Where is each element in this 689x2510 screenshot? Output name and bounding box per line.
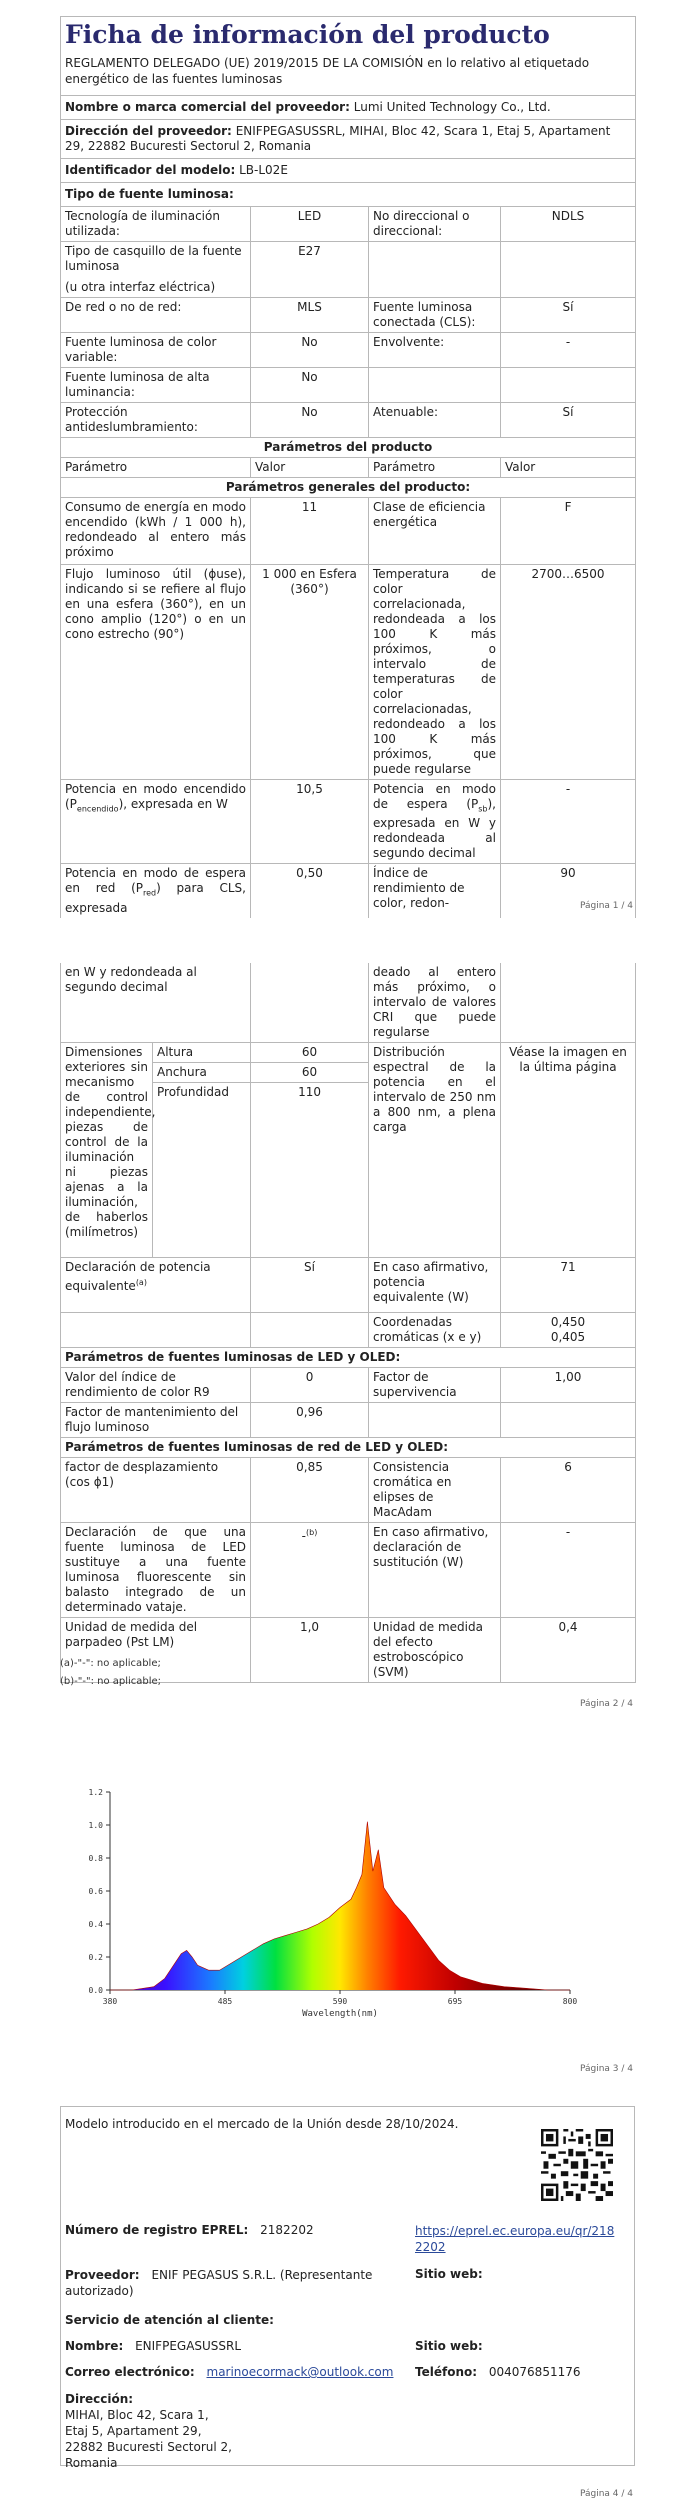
product-params-header: Parámetros del producto <box>61 438 636 458</box>
page-number: Página 3 / 4 <box>579 2064 633 2074</box>
equivalent-power-claim-label: Declaración de potencia equivalente$^{(a)}$ <box>61 1258 251 1313</box>
on-mode-power-label: Potencia en modo encendido $(P_{encendido})$, expresada en W <box>61 780 251 864</box>
provider-row <box>65 2267 405 2299</box>
replacement-claim-value: -$^{(b)}$ <box>251 1523 369 1618</box>
spectrum-area <box>110 1822 570 1990</box>
cs-phone-value: 004076851176 <box>488 2365 581 2379</box>
cs-email-link[interactable]: marinoecormack@outlook.com <box>206 2365 394 2379</box>
anti-glare-label: Protección antideslumbramiento: <box>61 403 251 438</box>
empty-cell <box>251 1313 369 1348</box>
market-text: Modelo introducido en el mercado de la Unión desde 28/10/2024. <box>65 2117 459 2131</box>
replacement-watt-value: - <box>501 1523 636 1618</box>
cs-name-row <box>65 2339 241 2353</box>
displacement-factor-label: factor de desplazamiento (cos ϕ1) <box>61 1458 251 1523</box>
cap-type-label-note: (u otra interfaz eléctrica) <box>65 280 216 294</box>
equivalent-power-value: 71 <box>501 1258 636 1313</box>
cs-phone-row <box>415 2365 581 2379</box>
col-header-value: Valor <box>251 458 369 478</box>
product-info-table-p2 <box>60 963 636 1683</box>
height-value: 60 <box>251 1043 369 1063</box>
empty-cell <box>501 242 636 298</box>
cs-website-label: Sitio web: <box>415 2339 483 2353</box>
cs-name-value: ENIFPEGASUSSRL <box>135 2339 242 2353</box>
empty-cell <box>501 963 636 1043</box>
cs-address-label: Dirección: <box>65 2392 134 2406</box>
model-id-label: Identificador del modelo: <box>65 163 236 177</box>
stroboscopic-label: Unidad de medida del efecto estroboscópico (SVM) <box>369 1618 501 1683</box>
cs-address-line: Romania <box>65 2456 118 2470</box>
r9-value: 0 <box>251 1368 369 1403</box>
replacement-watt-label: En caso afirmativo, declaración de sustitución (W) <box>369 1523 501 1618</box>
color-tunable-label: Fuente luminosa de color variable: <box>61 333 251 368</box>
equivalent-power-label: En caso afirmativo, potencia equivalente (W) <box>369 1258 501 1313</box>
y-tick-label: 0.4 <box>88 1920 103 1929</box>
page-title: Ficha de información del producto <box>65 20 550 49</box>
provider-label: Proveedor: <box>65 2268 140 2282</box>
empty-cell <box>369 368 501 403</box>
general-params-header: Parámetros generales del producto: <box>61 478 636 498</box>
chromaticity-value <box>501 1313 636 1348</box>
y-tick-label: 0.8 <box>88 1854 103 1863</box>
page-number: Página 2 / 4 <box>579 1699 633 1709</box>
colour-consistency-label: Consistencia cromática en elipses de MacAdam <box>369 1458 501 1523</box>
cs-address-line: 22882 Bucuresti Sectorul 2, <box>65 2440 232 2454</box>
mains-led-params-header: Parámetros de fuentes luminosas de red de LED y OLED: <box>61 1438 636 1458</box>
r9-label: Valor del índice de rendimiento de color R9 <box>61 1368 251 1403</box>
equivalent-power-claim-value: Sí <box>251 1258 369 1313</box>
x-tick-label: 800 <box>562 1997 578 2006</box>
spectral-chart-svg <box>70 1780 590 2020</box>
on-mode-power-value: 10,5 <box>251 780 369 864</box>
supplier-address-value: ENIFPEGASUSSRL, MIHAI, Bloc 42, Scara 1, Etaj 5, Apartament 29, 22882 Bucuresti Sectorul 2, Romania <box>65 124 611 153</box>
anti-glare-value: No <box>251 403 369 438</box>
cls-label: Fuente luminosa conectada (CLS): <box>369 298 501 333</box>
supplier-name-value: Lumi United Technology Co., Ltd. <box>353 100 551 114</box>
y-tick-label: 1.2 <box>88 1788 103 1797</box>
chromaticity-x: 0,450 <box>550 1315 586 1329</box>
eprel-row <box>65 2223 314 2237</box>
displacement-factor-value: 0,85 <box>251 1458 369 1523</box>
efficiency-class-value: F <box>501 498 636 565</box>
mains-value: MLS <box>251 298 369 333</box>
page-number: Página 4 / 4 <box>579 2489 633 2499</box>
x-tick-label: 695 <box>447 1997 463 2006</box>
spectral-distribution-value: Véase la imagen en la última página <box>501 1043 636 1258</box>
cct-value: 2700…6500 <box>501 565 636 780</box>
customer-service-header: Servicio de atención al cliente: <box>65 2313 274 2327</box>
led-params-header: Parámetros de fuentes luminosas de LED y OLED: <box>61 1348 636 1368</box>
replacement-claim-label: Declaración de que una fuente luminosa de LED sustituye a una fuente luminosa fluorescente sin balasto integrado de un determinado vataje. <box>61 1523 251 1618</box>
qr-code-icon[interactable] <box>541 2129 613 2201</box>
consumption-value: 11 <box>251 498 369 565</box>
tech-label: Tecnología de iluminación utilizada: <box>61 207 251 242</box>
model-id-value: LB-L02E <box>239 163 288 177</box>
eprel-link[interactable]: https://eprel.ec.europa.eu/qr/2182202 <box>415 2224 615 2254</box>
envelope-value: - <box>501 333 636 368</box>
standby-power-value: - <box>501 780 636 864</box>
chromaticity-label: Coordenadas cromáticas (x e y) <box>369 1313 501 1348</box>
y-tick-label: 0.0 <box>88 1986 103 1995</box>
empty-cell <box>61 1313 251 1348</box>
col-header-value: Valor <box>501 458 636 478</box>
spectral-chart <box>70 1780 590 2020</box>
consumption-label: Consumo de energía en modo encendido (kWh / 1 000 h), redondeado al entero más próximo <box>61 498 251 565</box>
networked-standby-label-cont: en W y redondeada al segundo decimal <box>61 963 251 1043</box>
directional-label: No direccional o direccional: <box>369 207 501 242</box>
survival-factor-value: 1,00 <box>501 1368 636 1403</box>
lumen-maintenance-label: Factor de mantenimiento del flujo luminoso <box>61 1403 251 1438</box>
width-label: Anchura <box>153 1063 251 1083</box>
cri-value: 90 <box>501 864 636 918</box>
chromaticity-y: 0,405 <box>550 1330 586 1344</box>
luminous-flux-label: Flujo luminoso útil (ϕuse), indicando si se refiere al flujo en una esfera (360°), en un cono amplio (120°) o en un cono estrecho (90°) <box>61 565 251 780</box>
cri-label-cont: deado al entero más próximo, o intervalo de valores CRI que puede regularse <box>369 963 501 1043</box>
high-luminance-value: No <box>251 368 369 403</box>
cct-label: Temperatura de color correlacionada, redondeada a los 100 K más próximos, o intervalo de temperaturas de color correlacionadas, redondeado a los 100 K más próximos, que puede regularse <box>369 565 501 780</box>
col-header-param: Parámetro <box>369 458 501 478</box>
cs-address-block <box>65 2391 232 2471</box>
survival-factor-label: Factor de supervivencia <box>369 1368 501 1403</box>
cap-type-value: E27 <box>251 242 369 298</box>
cs-address-line: MIHAI, Bloc 42, Scara 1, <box>65 2408 209 2422</box>
page-number: Página 1 / 4 <box>579 901 633 911</box>
cls-value: Sí <box>501 298 636 333</box>
networked-standby-value: 0,50 <box>251 864 369 918</box>
supplier-address-label: Dirección del proveedor: <box>65 124 232 138</box>
networked-standby-label: Potencia en modo de espera en red $(P_{red})$ para CLS, expresada <box>61 864 251 918</box>
x-tick-label: 485 <box>217 1997 233 2006</box>
y-tick-label: 1.0 <box>88 1821 103 1830</box>
x-tick-label: 380 <box>102 1997 118 2006</box>
col-header-param: Parámetro <box>61 458 251 478</box>
dimmable-label: Atenuable: <box>369 403 501 438</box>
dimensions-label: Dimensiones exteriores sin mecanismo de control independiente, piezas de control de la iluminación ni piezas ajenas a la iluminación, de haberlos (milímetros) <box>61 1043 153 1258</box>
depth-value: 110 <box>251 1083 369 1258</box>
empty-cell <box>501 1403 636 1438</box>
empty-cell <box>369 242 501 298</box>
flicker-label: Unidad de medida del parpadeo (Pst LM) <box>61 1618 251 1683</box>
mains-label: De red o no de red: <box>61 298 251 333</box>
regulation-text: REGLAMENTO DELEGADO (UE) 2019/2015 DE LA COMISIÓN en lo relativo al etiquetado energético de las fuentes luminosas <box>65 56 590 86</box>
footnote-b: (b)-"-": no aplicable; <box>60 1676 162 1687</box>
color-tunable-value: No <box>251 333 369 368</box>
stroboscopic-value: 0,4 <box>501 1618 636 1683</box>
eprel-label: Número de registro EPREL: <box>65 2223 249 2237</box>
cs-address-line: Etaj 5, Apartament 29, <box>65 2424 202 2438</box>
provider-website-label: Sitio web: <box>415 2267 483 2281</box>
depth-label: Profundidad <box>153 1083 251 1258</box>
height-label: Altura <box>153 1043 251 1063</box>
empty-cell <box>369 1403 501 1438</box>
tech-value: LED <box>251 207 369 242</box>
envelope-label: Envolvente: <box>369 333 501 368</box>
light-source-type-header: Tipo de fuente luminosa: <box>61 183 636 207</box>
product-info-table-p1 <box>60 16 636 918</box>
cap-type-cell <box>61 242 251 298</box>
spectral-distribution-label: Distribución espectral de la potencia en el intervalo de 250 nm a 800 nm, a plena carga <box>369 1043 501 1258</box>
colour-consistency-value: 6 <box>501 1458 636 1523</box>
cs-email-row <box>65 2365 393 2379</box>
standby-power-label: Potencia en modo de espera $(P_{sb})$, expresada en W y redondeada al segundo decimal <box>369 780 501 864</box>
efficiency-class-label: Clase de eficiencia energética <box>369 498 501 565</box>
empty-cell <box>501 368 636 403</box>
registration-box <box>60 2106 635 2470</box>
x-tick-label: 590 <box>332 1997 348 2006</box>
y-tick-label: 0.2 <box>88 1953 103 1962</box>
directional-value: NDLS <box>501 207 636 242</box>
x-axis-label: Wavelength(nm) <box>302 2009 378 2019</box>
empty-cell <box>251 963 369 1043</box>
cs-phone-label: Teléfono: <box>415 2365 478 2379</box>
cs-email-label: Correo electrónico: <box>65 2365 195 2379</box>
provider-value: ENIF PEGASUS S.R.L. (Representante autorizado) <box>65 2268 373 2298</box>
supplier-name-label: Nombre o marca comercial del proveedor: <box>65 100 350 114</box>
high-luminance-label: Fuente luminosa de alta luminancia: <box>61 368 251 403</box>
lumen-maintenance-value: 0,96 <box>251 1403 369 1438</box>
cs-name-label: Nombre: <box>65 2339 124 2353</box>
cri-label: Índice de rendimiento de color, redon- <box>369 864 501 918</box>
flicker-value: 1,0 <box>251 1618 369 1683</box>
dimmable-value: Sí <box>501 403 636 438</box>
footnote-a: (a)-"-": no aplicable; <box>60 1658 161 1669</box>
y-tick-label: 0.6 <box>88 1887 103 1896</box>
width-value: 60 <box>251 1063 369 1083</box>
cap-type-label: Tipo de casquillo de la fuente luminosa <box>65 244 242 273</box>
eprel-value: 2182202 <box>260 2223 314 2237</box>
luminous-flux-value: 1 000 en Esfera (360°) <box>251 565 369 780</box>
